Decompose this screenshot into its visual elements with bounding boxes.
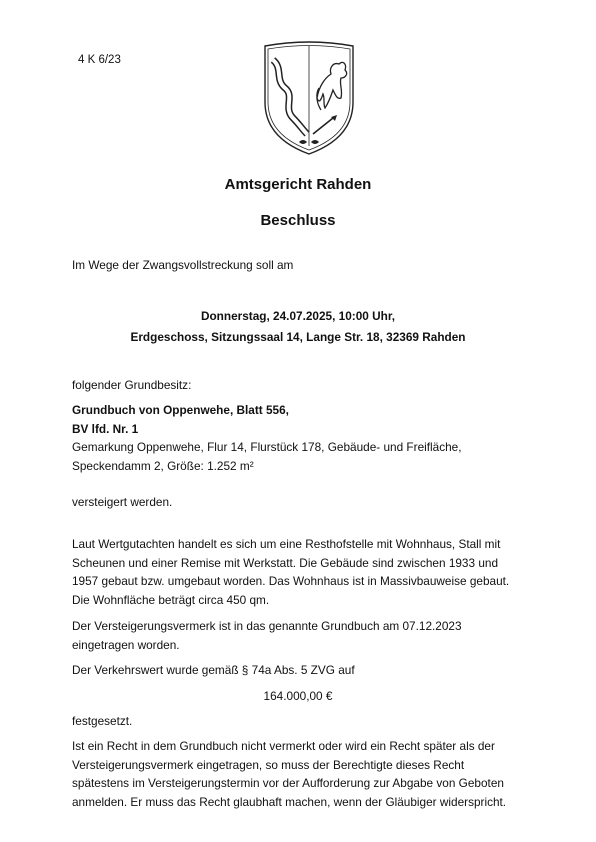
rights-line: Ist ein Recht in dem Grundbuch nicht vermerkt oder wird ein Recht später als der <box>72 739 495 753</box>
appraisal-line: 1957 gebaut bzw. umgebaut worden. Das Wohnhaus ist in Massivbauweise gebaut. <box>72 574 510 588</box>
market-value: 164.000,00 € <box>263 689 333 703</box>
rights-line: spätestens im Versteigerungstermin vor der Aufforderung zur Abgabe von Geboten <box>72 776 504 790</box>
auction-phrase: versteigert werden. <box>72 495 173 509</box>
appointment-block <box>0 306 596 348</box>
appointment-date-time: Donnerstag, 24.07.2025, 10:00 Uhr, <box>200 309 396 323</box>
intro-text: Im Wege der Zwangsvollstreckung soll am <box>72 258 294 272</box>
value-outro: festgesetzt. <box>72 714 133 728</box>
appointment-location: Erdgeschoss, Sitzungssaal 14, Lange Str. 18, 32369 Rahden <box>130 330 466 344</box>
property-description-line: Gemarkung Oppenwehe, Flur 14, Flurstück 178, Gebäude- und Freifläche, <box>72 440 462 454</box>
file-number: 4 K 6/23 <box>78 54 121 66</box>
property-register: Grundbuch von Oppenwehe, Blatt 556, <box>72 403 289 417</box>
registration-line: Der Versteigerungsvermerk ist in das genannte Grundbuch am 07.12.2023 <box>72 619 462 633</box>
appraisal-line: Scheunen und einer Remise mit Werkstatt. Die Gebäude sind zwischen 1933 und <box>72 555 499 570</box>
rights-line: anmelden. Er muss das Recht glaubhaft machen, wenn der Gläubiger widerspricht. <box>72 794 507 809</box>
registration-line: eingetragen worden. <box>72 637 180 652</box>
appraisal-paragraph <box>72 535 509 609</box>
value-intro: Der Verkehrswert wurde gemäß § 74a Abs. 5 ZVG auf <box>72 663 355 677</box>
appraisal-line: Laut Wertgutachten handelt es sich um eine Resthofstelle mit Wohnhaus, Stall mit <box>72 537 501 551</box>
appraisal-line: Die Wohnfläche beträgt circa 450 qm. <box>72 592 270 607</box>
nrw-coat-of-arms-emblem <box>259 38 359 156</box>
court-name: Amtsgericht Rahden <box>224 176 372 193</box>
property-block <box>72 401 462 475</box>
registration-paragraph <box>72 617 462 654</box>
property-entry: BV lfd. Nr. 1 <box>72 421 139 436</box>
rights-line: Versteigerungsvermerk eingetragen, so muss der Berechtigte dieses Recht <box>72 757 465 772</box>
document-type: Beschluss <box>260 212 336 229</box>
property-intro: folgender Grundbesitz: <box>72 378 192 392</box>
property-description-line: Speckendamm 2, Größe: 1.252 m² <box>72 458 254 473</box>
rights-paragraph <box>72 737 506 811</box>
